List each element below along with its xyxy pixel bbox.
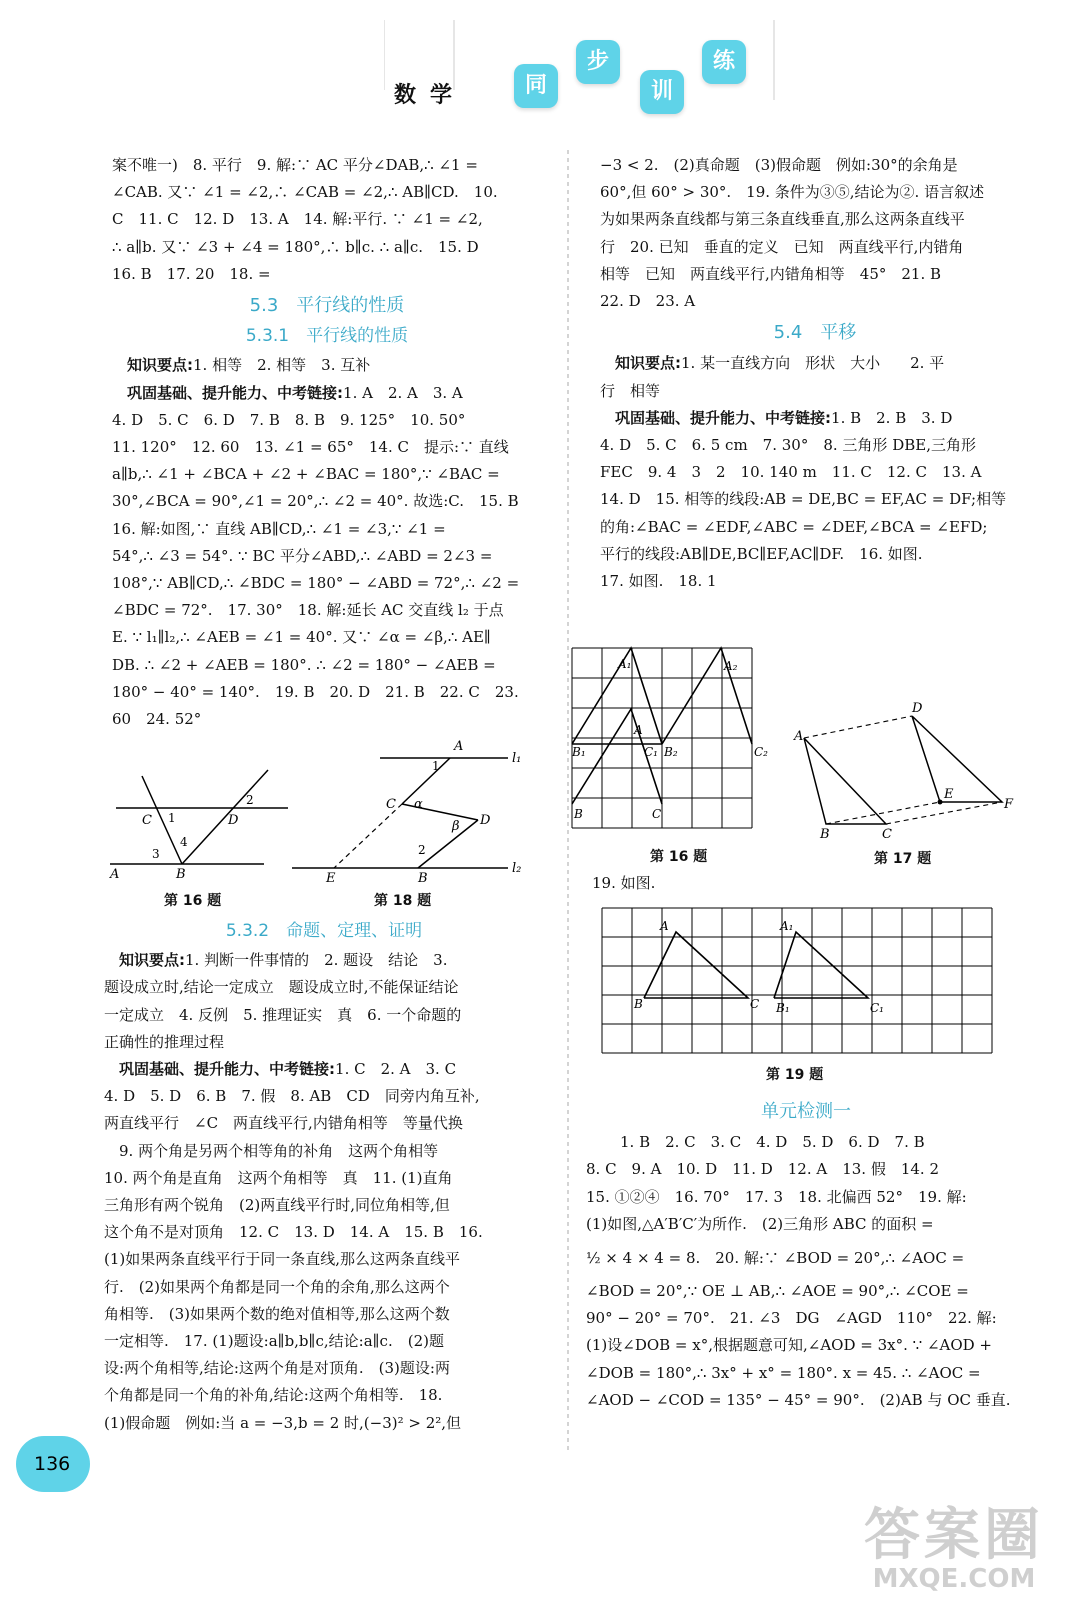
text-line: 正确性的推理过程 xyxy=(104,1032,225,1051)
text-line: ½ × 4 × 4 = 8. 20. 解:∵ ∠BOD = 20°,∴ ∠AOC = xyxy=(586,1249,965,1268)
text-line: 11. 120° 12. 60 13. ∠1 = 65° 14. C 提示:∵ 直线 xyxy=(112,438,509,457)
text-line: 30°,∠BCA = 90°,∠1 = 20°,∴ ∠2 = 40°. 故选:C. 15. B xyxy=(112,492,519,511)
label-B: B xyxy=(418,871,428,884)
watermark-logo: 答案圈 xyxy=(864,1503,1044,1568)
knowledge-points xyxy=(112,352,542,379)
section-heading-unit-test: 单元检测一 xyxy=(761,1101,851,1122)
text-line: a∥b,∴ ∠1 + ∠BCA + ∠2 + ∠BAC = 180°,∵ ∠BAC = xyxy=(112,465,500,484)
text-line: 108°,∵ AB∥CD,∴ ∠BDC = 180° − ∠ABD = 72°,∴ ∠2 = xyxy=(112,574,520,593)
figure-16-left xyxy=(104,764,294,884)
text-line: (1)如果两条直线平行于同一条直线,那么这两条直线平 xyxy=(104,1250,461,1269)
text-line: 60°,但 60° > 30°. 19. 条件为③⑤,结论为②. 语言叙述 xyxy=(600,183,985,202)
text-line: 90° − 20° = 70°. 21. ∠3 DG ∠AGD 110° 22. 解: xyxy=(586,1309,997,1328)
caption-fig17: 第 17 题 xyxy=(874,851,932,867)
caption-fig16-left: 第 16 题 xyxy=(164,893,222,909)
text-line: (1)设∠DOB = x°,根据题意可知,∠AOD = 3x°. ∵ ∠AOD + xyxy=(586,1336,993,1355)
practice-line xyxy=(112,380,542,407)
label-C: C xyxy=(386,797,396,812)
text-line: 4. D 5. D 6. B 7. 假 8. AB CD 同旁内角互补, xyxy=(104,1087,480,1106)
knowledge-label: 知识要点: xyxy=(127,356,194,375)
text-line: 8. C 9. A 10. D 11. D 12. A 13. 假 14. 2 xyxy=(586,1160,940,1179)
label-l2: l₂ xyxy=(512,861,522,876)
practice-text: 1. A 2. A 3. A xyxy=(343,383,463,402)
text-line: 两直线平行 ∠C 两直线平行,内错角相等 等量代换 xyxy=(104,1114,463,1133)
label-B1: B₁ xyxy=(572,745,586,759)
text-line: 14. D 15. 相等的线段:AB = DE,BC = EF,AC = DF;相等 xyxy=(600,490,1007,509)
knowledge-text: 1. 某一直线方向 形状 大小 2. 平 xyxy=(681,354,945,373)
label-C2: C₂ xyxy=(754,745,768,759)
label-C: C xyxy=(882,827,892,842)
label-B: B xyxy=(574,807,583,821)
text-line: (1)如图,△A′B′C′为所作. (2)三角形 ABC 的面积 = xyxy=(586,1214,934,1233)
label-A: A xyxy=(454,739,464,754)
label-F: F xyxy=(1004,797,1014,812)
practice-text: 1. C 2. A 3. C xyxy=(335,1060,457,1079)
text-line: 行 20. 已知 垂直的定义 已知 两直线平行,内错角 xyxy=(600,237,964,256)
angle-2: 2 xyxy=(418,843,426,857)
badge-tong: 同 xyxy=(514,64,558,108)
text-line: 180° − 40° = 140°. 19. B 20. D 21. B 22. C 23. xyxy=(112,682,519,701)
label-l1: l₁ xyxy=(512,751,522,766)
text-line: 60 24. 52° xyxy=(112,710,202,729)
label-A: A xyxy=(794,729,804,744)
practice-label: 巩固基础、提升能力、中考链接: xyxy=(127,383,344,402)
text-line: 22. D 23. A xyxy=(600,292,696,311)
right-column xyxy=(600,152,1030,595)
label-A: A xyxy=(110,867,120,882)
text-line: ∠BDC = 72°. 17. 30° 18. 解:延长 AC 交直线 l₂ 于点 xyxy=(112,601,504,620)
subject-title: 数学 xyxy=(394,83,467,108)
section-heading-5-3-1: 5.3.1 平行线的性质 xyxy=(245,326,409,347)
label-D: D xyxy=(480,813,491,828)
page-number: 136 xyxy=(16,1436,90,1492)
text-line: 平行的线段:AB∥DE,BC∥EF,AC∥DF. 16. 如图. xyxy=(600,544,923,563)
badge-xun: 训 xyxy=(640,70,684,114)
text-line: 的角:∠BAC = ∠EDF,∠ABC = ∠DEF,∠BCA = ∠EFD; xyxy=(600,517,988,536)
label-B: B xyxy=(176,867,186,882)
angle-2: 2 xyxy=(246,793,254,807)
text-line: ∠AOD − ∠COD = 135° − 45° = 90°. (2)AB 与 OC 垂直. xyxy=(586,1390,1011,1409)
label-C: C xyxy=(652,807,662,821)
watermark-url: MXQE.COM xyxy=(872,1564,1036,1594)
text-line: 15. ①②④ 16. 70° 17. 3 18. 北偏西 52° 19. 解: xyxy=(586,1187,967,1206)
right-column-lower xyxy=(586,1094,1026,1414)
text-line: 行. (2)如果两个角都是同一个角的余角,那么这两个 xyxy=(104,1277,450,1296)
text-line: DB. ∴ ∠2 + ∠AEB = 180°. ∴ ∠2 = 180° − ∠AEB = xyxy=(112,655,496,674)
text-line: 4. D 5. C 6. D 7. B 8. B 9. 125° 10. 50° xyxy=(112,410,466,429)
practice-text: 1. B 2. B 3. D xyxy=(831,408,953,427)
practice-line xyxy=(600,405,1030,432)
text-line: 题设成立时,结论一定成立 题设成立时,不能保证结论 xyxy=(104,978,459,997)
label-A1: A₁ xyxy=(618,657,632,671)
figure-17 xyxy=(790,700,1026,846)
text-line: 角相等. (3)如果两个数的绝对值相等,那么这两个数 xyxy=(104,1304,450,1323)
text-line: −3 < 2. (2)真命题 (3)假命题 例如:30°的余角是 xyxy=(600,156,958,174)
text-line: E. ∵ l₁∥l₂,∴ ∠AEB = ∠1 = 40°. 又∵ ∠α = ∠β,∴ AE∥ xyxy=(112,628,491,647)
angle-1: 1 xyxy=(168,811,176,825)
label-C1: C₁ xyxy=(870,1001,884,1015)
angle-beta: β xyxy=(452,819,460,834)
figure-19-grid xyxy=(598,904,996,1056)
text-line: 17. 如图. 18. 1 xyxy=(600,572,717,591)
label-A2: A₂ xyxy=(724,659,738,673)
label-A: A xyxy=(660,919,669,933)
label-B2: B₂ xyxy=(664,745,678,759)
angle-alpha: α xyxy=(414,797,423,812)
label-E: E xyxy=(326,871,336,884)
text-line: 案不唯一) 8. 平行 9. 解:∵ AC 平分∠DAB,∴ ∠1 = xyxy=(112,156,478,174)
label-E: E xyxy=(944,787,954,802)
text-line: 个角都是同一个角的补角,结论:这两个角相等. 18. xyxy=(104,1386,443,1405)
angle-1: 1 xyxy=(432,759,440,773)
caption-fig18: 第 18 题 xyxy=(374,893,432,909)
knowledge-text: 1. 相等 2. 相等 3. 互补 xyxy=(193,356,371,375)
label-D: D xyxy=(912,701,923,716)
section-heading-5-3: 5.3 平行线的性质 xyxy=(249,295,405,317)
label-B: B xyxy=(634,997,643,1011)
text-line: 一定相等. 17. (1)题设:a∥b,b∥c,结论:a∥c. (2)题 xyxy=(104,1332,444,1351)
text-line: 为如果两条直线都与第三条直线垂直,那么这两条直线平 xyxy=(600,210,965,229)
figure-18 xyxy=(290,734,526,884)
text-line: 一定成立 4. 反例 5. 推理证实 真 6. 一个命题的 xyxy=(104,1005,462,1024)
angle-4: 4 xyxy=(180,835,188,849)
text-line: ∴ a∥b. 又∵ ∠3 + ∠4 = 180°,∴ b∥c. ∴ a∥c. 15. D xyxy=(112,237,479,256)
text-line: ∠CAB. 又∵ ∠1 = ∠2,∴ ∠CAB = ∠2,∴ AB∥CD. 10. xyxy=(112,183,498,202)
knowledge-points xyxy=(104,947,544,974)
text-line: C 11. C 12. D 13. A 14. 解:平行. ∵ ∠1 = ∠2, xyxy=(112,210,483,229)
label-A1: A₁ xyxy=(780,919,794,933)
label-C: C xyxy=(750,997,760,1011)
knowledge-points xyxy=(600,350,1030,377)
knowledge-text: 1. 判断一件事情的 2. 题设 结论 3. xyxy=(185,951,448,970)
text-line: (1)假命题 例如:当 a = −3,b = 2 时,(−3)² > 2²,但 xyxy=(104,1413,462,1432)
label-C1: C₁ xyxy=(644,745,658,759)
text-line: 行 相等 xyxy=(600,381,661,400)
figure-16-grid xyxy=(568,644,784,830)
text-line: 10. 两个角是直角 这两个角相等 真 11. (1)直角 xyxy=(104,1168,453,1187)
text-line: 相等 已知 两直线平行,内错角相等 45° 21. B xyxy=(600,264,942,283)
text-line: ∠DOB = 180°,∴ 3x° + x° = 180°. x = 45. ∴ ∠AOC = xyxy=(586,1363,981,1382)
label-D: D xyxy=(228,813,239,828)
text-line: 这个角不是对顶角 12. C 13. D 14. A 15. B 16. xyxy=(104,1223,483,1242)
section-heading-5-4: 5.4 平移 xyxy=(773,322,857,344)
text-line: 三角形有两个锐角 (2)两直线平行时,同位角相等,但 xyxy=(104,1196,450,1215)
text-line: 16. B 17. 20 18. = xyxy=(112,264,271,283)
knowledge-label: 知识要点: xyxy=(119,951,186,970)
text-line: 设:两个角相等,结论:这两个角是对顶角. (3)题设:两 xyxy=(104,1359,450,1378)
section-heading-5-3-2: 5.3.2 命题、定理、证明 xyxy=(225,921,423,941)
text-line: 16. 解:如图,∵ 直线 AB∥CD,∴ ∠1 = ∠3,∵ ∠1 = xyxy=(112,519,446,538)
text-line: ∠BOD = 20°,∵ OE ⊥ AB,∴ ∠AOE = 90°,∴ ∠COE = xyxy=(586,1282,969,1301)
label-B1: B₁ xyxy=(776,1001,790,1015)
q19-line xyxy=(592,870,792,897)
left-column-lower xyxy=(104,916,544,1437)
caption-fig16-right: 第 16 题 xyxy=(650,849,708,865)
text-line: 19. 如图. xyxy=(592,874,656,892)
watermark xyxy=(864,1503,1044,1594)
caption-fig19: 第 19 题 xyxy=(766,1067,824,1083)
text-line: 54°,∴ ∠3 = 54°. ∵ BC 平分∠ABD,∴ ∠ABD = 2∠3 = xyxy=(112,546,493,565)
text-line: FEC 9. 4 3 2 10. 140 m 11. C 12. C 13. A xyxy=(600,463,982,482)
text-line: 1. B 2. C 3. C 4. D 5. D 6. D 7. B xyxy=(620,1133,925,1152)
badge-lian: 练 xyxy=(702,40,746,84)
label-B: B xyxy=(820,827,830,842)
label-A: A xyxy=(634,723,643,737)
angle-3: 3 xyxy=(152,847,160,861)
practice-label: 巩固基础、提升能力、中考链接: xyxy=(615,408,832,427)
text-line: 4. D 5. C 6. 5 cm 7. 30° 8. 三角形 DBE,三角形 xyxy=(600,436,976,455)
text-line: 9. 两个角是另两个相等角的补角 这两个角相等 xyxy=(104,1141,439,1160)
practice-label: 巩固基础、提升能力、中考链接: xyxy=(119,1060,336,1079)
left-column xyxy=(112,152,542,733)
knowledge-label: 知识要点: xyxy=(615,354,682,373)
badge-bu: 步 xyxy=(576,40,620,84)
label-C: C xyxy=(142,813,152,828)
practice-line xyxy=(104,1056,544,1083)
